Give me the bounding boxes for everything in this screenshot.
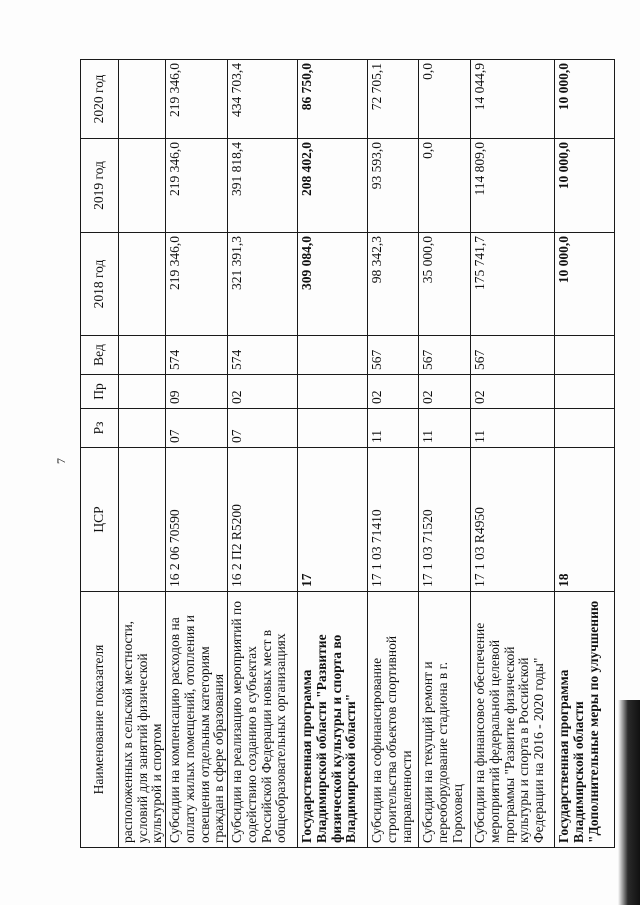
cell-2020: 219 346,0 bbox=[166, 60, 228, 139]
cell-ved: 574 bbox=[166, 336, 228, 375]
cell-name: Субсидии на компенсацию расходов на оплату жилых помещений, отопления и освещения отдельным категориям граждан в сфере образования bbox=[166, 592, 228, 848]
cell-2018: 219 346,0 bbox=[166, 233, 228, 336]
cell-ved: 567 bbox=[368, 336, 419, 375]
cell-2018: 98 342,3 bbox=[368, 233, 419, 336]
cell-pr: 09 bbox=[166, 375, 228, 409]
cell-2018 bbox=[119, 233, 166, 336]
cell-ved: 567 bbox=[471, 336, 555, 375]
cell-csr: 17 1 03 R4950 bbox=[471, 448, 555, 592]
cell-csr: 16 2 06 70590 bbox=[166, 448, 228, 592]
cell-2019 bbox=[119, 139, 166, 233]
cell-2019: 0,0 bbox=[419, 139, 471, 233]
cell-rz bbox=[555, 409, 615, 448]
header-ved: Вед bbox=[81, 336, 119, 375]
cell-2018: 321 391,3 bbox=[228, 233, 298, 336]
cell-ved bbox=[298, 336, 368, 375]
cell-ved: 574 bbox=[228, 336, 298, 375]
budget-table bbox=[80, 59, 615, 848]
table-row bbox=[471, 60, 555, 848]
cell-pr bbox=[298, 375, 368, 409]
cell-rz: 11 bbox=[419, 409, 471, 448]
cell-pr bbox=[555, 375, 615, 409]
cell-pr: 02 bbox=[471, 375, 555, 409]
cell-name: Субсидии на финансовое обеспечение мероприятий федеральной целевой программы "Развитие физической культуры и спорта в Российской Федерации на 2016 - 2020 годы" bbox=[471, 592, 555, 848]
cell-rz: 11 bbox=[368, 409, 419, 448]
cell-2018: 309 084,0 bbox=[298, 233, 368, 336]
cell-csr: 17 1 03 71410 bbox=[368, 448, 419, 592]
cell-2019: 10 000,0 bbox=[555, 139, 615, 233]
cell-pr: 02 bbox=[228, 375, 298, 409]
cell-csr: 17 bbox=[298, 448, 368, 592]
cell-rz bbox=[298, 409, 368, 448]
table-row bbox=[419, 60, 471, 848]
cell-pr: 02 bbox=[368, 375, 419, 409]
cell-csr: 18 bbox=[555, 448, 615, 592]
budget-table-container bbox=[79, 58, 599, 849]
header-2018: 2018 год bbox=[81, 233, 119, 336]
header-csr: ЦСР bbox=[81, 448, 119, 592]
header-2020: 2020 год bbox=[81, 60, 119, 139]
cell-2019: 219 346,0 bbox=[166, 139, 228, 233]
cell-name: расположенных в сельской местности, условий для занятий физической культурой и спортом bbox=[119, 592, 166, 848]
cell-csr: 17 1 03 71520 bbox=[419, 448, 471, 592]
cell-2020: 14 044,9 bbox=[471, 60, 555, 139]
table-header-row bbox=[81, 60, 119, 848]
header-rz: Рз bbox=[81, 409, 119, 448]
cell-2020: 10 000,0 bbox=[555, 60, 615, 139]
header-2019: 2019 год bbox=[81, 139, 119, 233]
cell-rz: 07 bbox=[166, 409, 228, 448]
cell-ved bbox=[119, 336, 166, 375]
cell-pr: 02 bbox=[419, 375, 471, 409]
cell-csr: 16 2 П2 R5200 bbox=[228, 448, 298, 592]
page-number: 7 bbox=[54, 458, 68, 464]
header-pr: Пр bbox=[81, 375, 119, 409]
cell-2018: 175 741,7 bbox=[471, 233, 555, 336]
cell-2020: 72 705,1 bbox=[368, 60, 419, 139]
cell-name: Субсидии на текущий ремонт и переоборудование стадиона в г. Гороховец bbox=[419, 592, 471, 848]
table-row bbox=[166, 60, 228, 848]
cell-ved: 567 bbox=[419, 336, 471, 375]
cell-pr bbox=[119, 375, 166, 409]
cell-2018: 35 000,0 bbox=[419, 233, 471, 336]
cell-2019: 93 593,0 bbox=[368, 139, 419, 233]
cell-rz bbox=[119, 409, 166, 448]
cell-2020: 0,0 bbox=[419, 60, 471, 139]
cell-2019: 208 402,0 bbox=[298, 139, 368, 233]
cell-name: Государственная программа Владимирской области "Дополнительные меры по улучшению bbox=[555, 592, 615, 848]
cell-name: Субсидии на реализацию мероприятий по содействию созданию в субъектах Российской Федерации новых мест в общеобразовательных организациях bbox=[228, 592, 298, 848]
scan-edge-shadow bbox=[618, 700, 640, 905]
cell-2019: 114 809,0 bbox=[471, 139, 555, 233]
cell-2019: 391 818,4 bbox=[228, 139, 298, 233]
cell-name: Субсидии на софинансирование строительства объектов спортивной направленности bbox=[368, 592, 419, 848]
cell-name: Государственная программа Владимирской области "Развитие физической культуры и спорта во Владимирской области" bbox=[298, 592, 368, 848]
cell-2020: 86 750,0 bbox=[298, 60, 368, 139]
cell-2018: 10 000,0 bbox=[555, 233, 615, 336]
cell-2020 bbox=[119, 60, 166, 139]
table-row bbox=[298, 60, 368, 848]
table-row bbox=[119, 60, 166, 848]
table-row bbox=[368, 60, 419, 848]
cell-2020: 434 703,4 bbox=[228, 60, 298, 139]
cell-rz: 07 bbox=[228, 409, 298, 448]
table-row bbox=[555, 60, 615, 848]
cell-csr bbox=[119, 448, 166, 592]
header-name: Наименование показателя bbox=[81, 592, 119, 848]
cell-ved bbox=[555, 336, 615, 375]
table-row bbox=[228, 60, 298, 848]
cell-rz: 11 bbox=[471, 409, 555, 448]
